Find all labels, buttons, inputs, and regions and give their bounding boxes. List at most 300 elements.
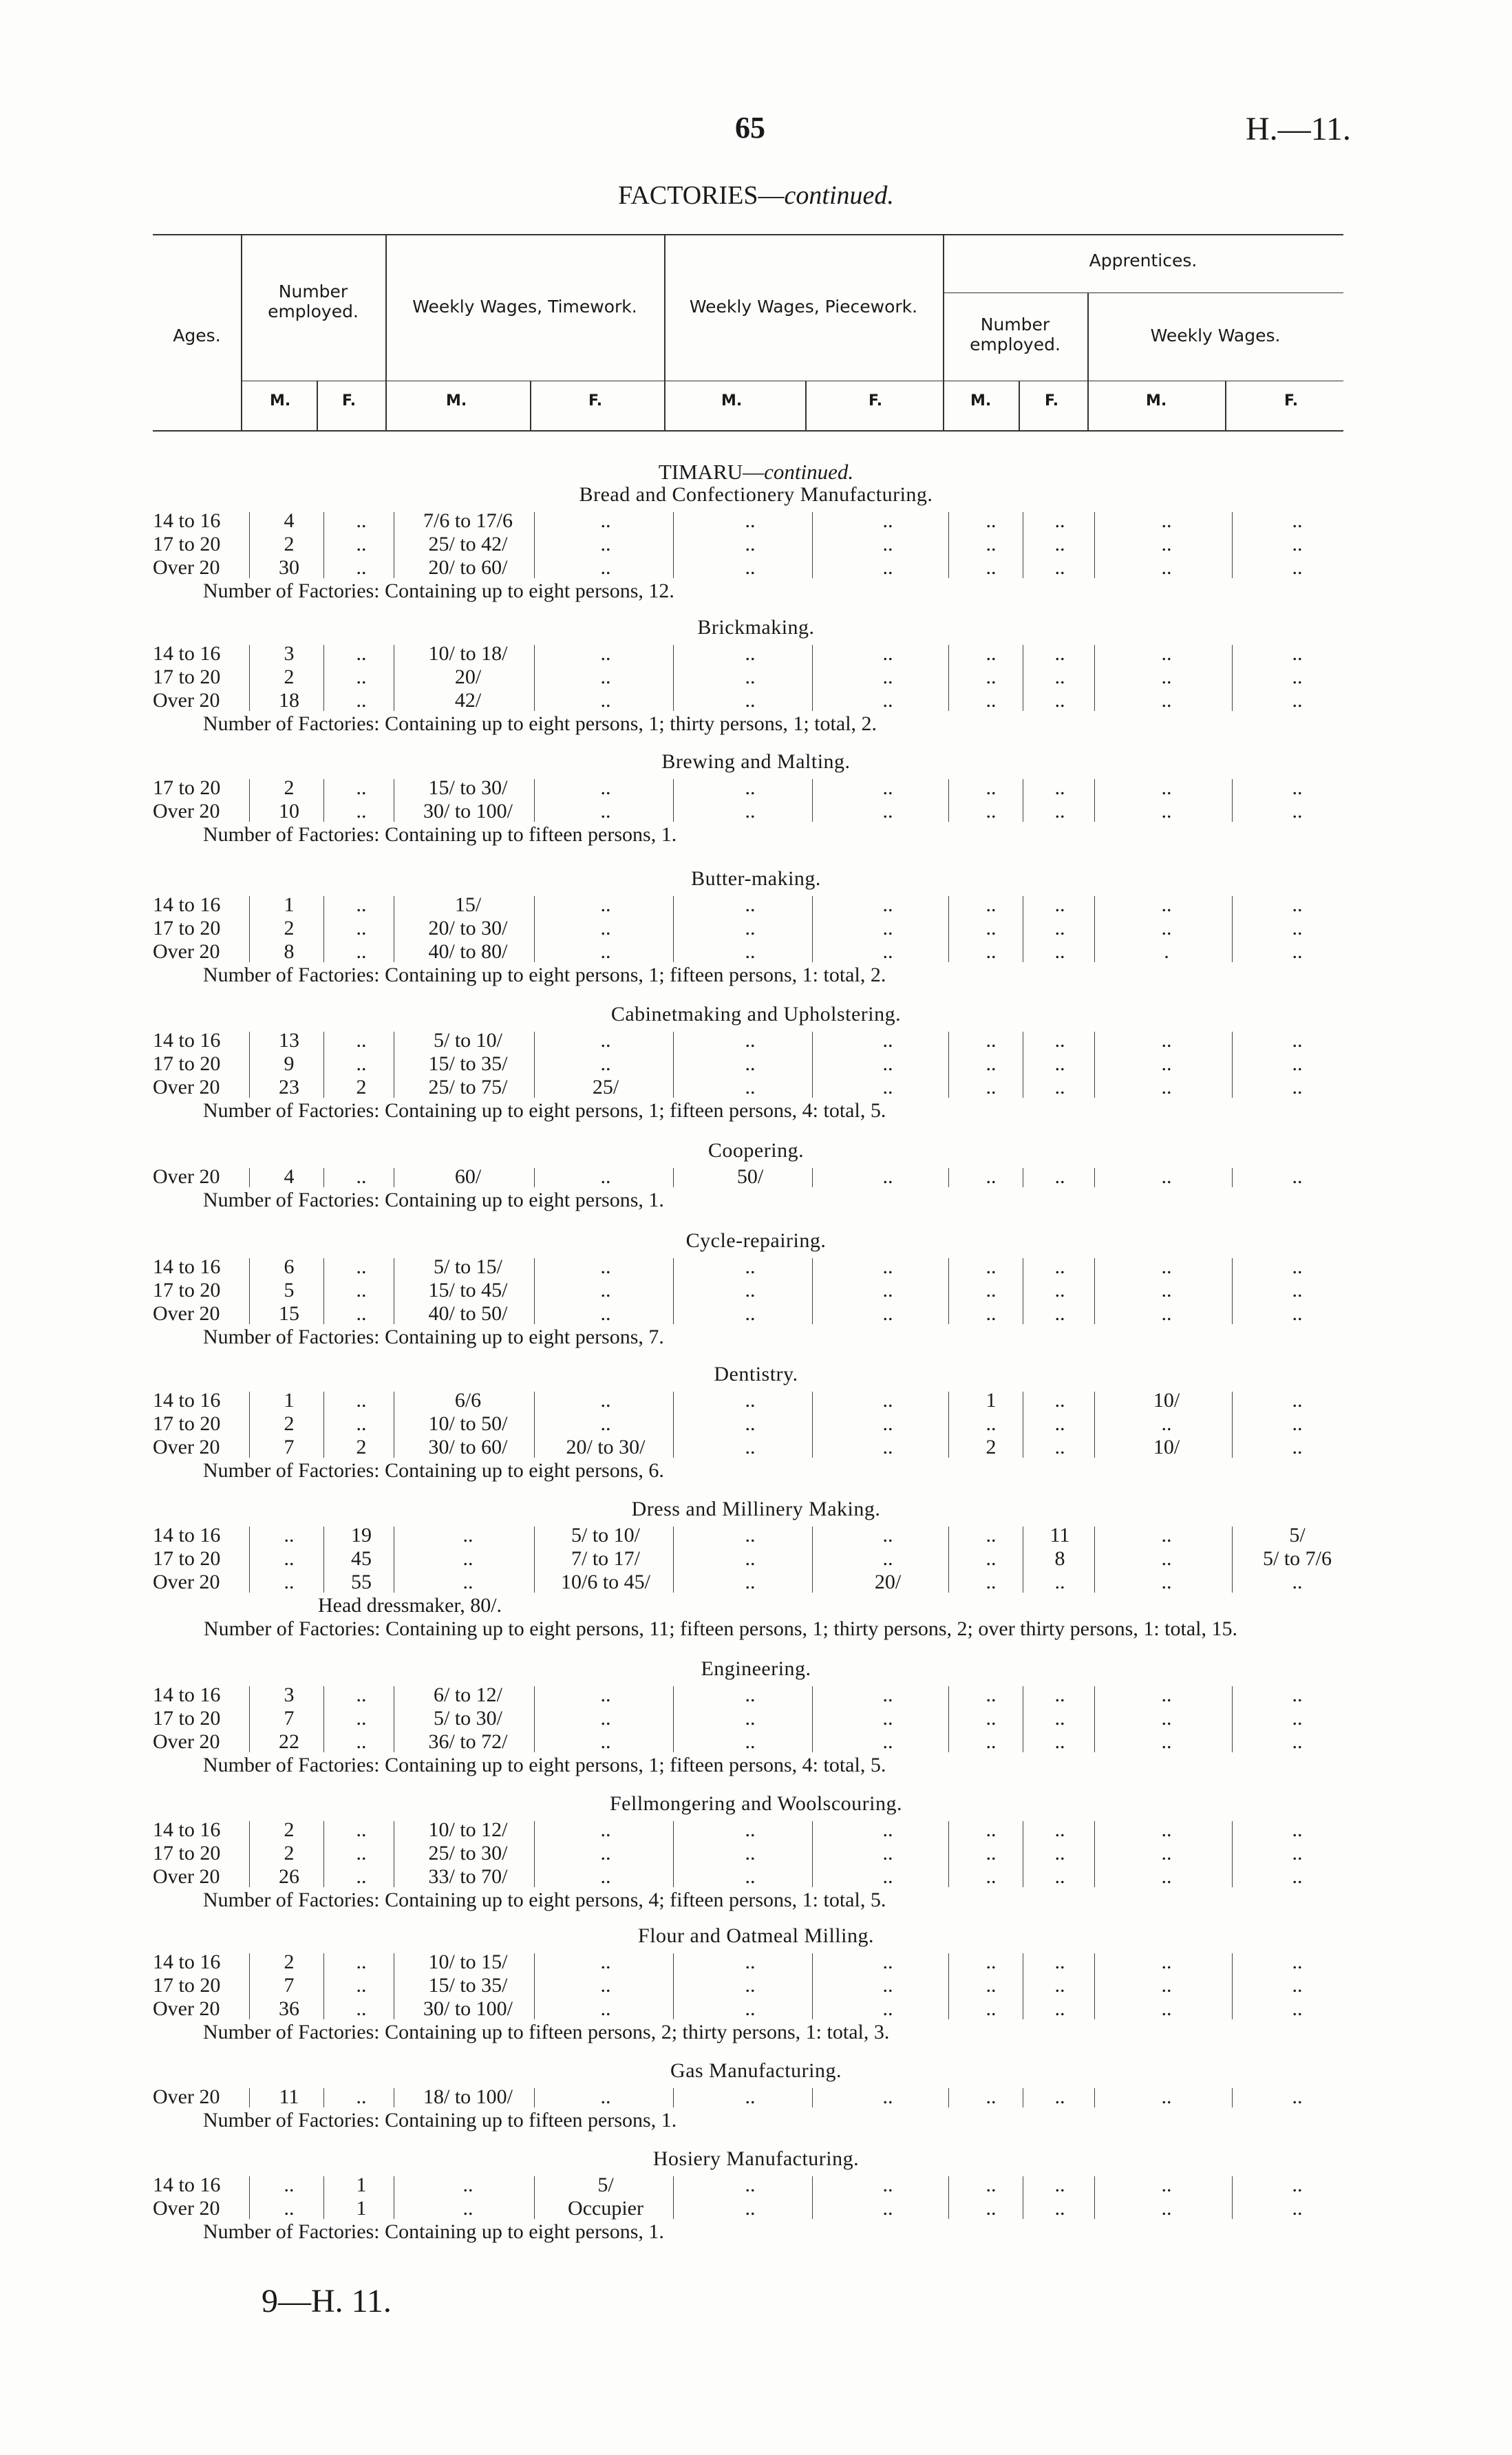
cell-f-apprentices: .. xyxy=(1054,533,1065,555)
cell-f-apprentices: .. xyxy=(1054,1683,1065,1706)
column-rule xyxy=(534,1686,535,1752)
cell-f-employed: .. xyxy=(356,1255,367,1278)
cell-f-apprentice-wages: .. xyxy=(1292,2197,1303,2220)
cell-m-piecework: .. xyxy=(745,1683,756,1706)
cell-m-apprentice-wages: .. xyxy=(1161,533,1172,555)
cell-age: 14 to 16 xyxy=(153,1255,221,1278)
cell-f-piecework: .. xyxy=(882,2174,893,2196)
cell-f-apprentices: .. xyxy=(1054,1707,1065,1730)
cell-m-employed: 1 xyxy=(284,1389,295,1412)
column-rule xyxy=(812,645,813,711)
cell-f-apprentices: .. xyxy=(1054,1029,1065,1052)
cell-age: 14 to 16 xyxy=(153,1029,221,1052)
cell-f-apprentices: .. xyxy=(1054,940,1065,963)
cell-f-apprentices: .. xyxy=(1054,776,1065,799)
header-divider xyxy=(1087,293,1089,430)
cell-f-employed: .. xyxy=(356,1842,367,1864)
column-rule xyxy=(1232,1527,1233,1593)
column-rule xyxy=(812,2088,813,2107)
cell-f-piecework: .. xyxy=(882,1389,893,1412)
cell-f-timework: .. xyxy=(600,1730,611,1753)
cell-m-timework: 6/ to 12/ xyxy=(433,1683,502,1706)
cell-m-apprentices: .. xyxy=(986,2174,997,2196)
column-rule xyxy=(673,779,674,822)
cell-m-employed: 6 xyxy=(284,1255,295,1278)
cell-f-employed: .. xyxy=(356,893,367,916)
header-divider xyxy=(1225,381,1226,430)
column-rule xyxy=(249,1258,250,1324)
cell-f-employed: .. xyxy=(356,1279,367,1301)
cell-age: 17 to 20 xyxy=(153,1412,221,1435)
section-title: Hosiery Manufacturing. xyxy=(652,2147,860,2170)
cell-f-employed: .. xyxy=(356,940,367,963)
cell-m-timework: 30/ to 100/ xyxy=(423,800,513,822)
cell-f-apprentice-wages: 5/ xyxy=(1289,1524,1306,1547)
factories-note: Number of Factories: Containing up to eight persons, 1. xyxy=(203,2220,664,2243)
cell-m-piecework: .. xyxy=(745,1818,756,1841)
column-rule xyxy=(1094,512,1095,578)
header-m: M. xyxy=(1146,392,1167,410)
cell-f-piecework: .. xyxy=(882,533,893,555)
cell-age: Over 20 xyxy=(153,556,220,579)
cell-m-apprentice-wages: .. xyxy=(1161,1730,1172,1753)
header-f: F. xyxy=(588,392,603,410)
cell-age: 17 to 20 xyxy=(153,1547,221,1570)
column-rule xyxy=(1232,1392,1233,1458)
cell-f-apprentices: .. xyxy=(1054,1951,1065,1973)
header-m: M. xyxy=(446,392,467,410)
column-rule xyxy=(948,512,949,578)
cell-f-apprentices: .. xyxy=(1054,1997,1065,2020)
cell-m-timework: 33/ to 70/ xyxy=(428,1865,508,1888)
column-rule xyxy=(948,2088,949,2107)
cell-f-employed: .. xyxy=(356,917,367,939)
cell-f-timework: .. xyxy=(600,776,611,799)
cell-m-apprentices: .. xyxy=(986,689,997,712)
cell-f-apprentice-wages: .. xyxy=(1292,940,1303,963)
cell-m-piecework: .. xyxy=(745,776,756,799)
cell-f-employed: 19 xyxy=(351,1524,372,1547)
cell-f-apprentice-wages: .. xyxy=(1292,1571,1303,1593)
column-rule xyxy=(812,1258,813,1324)
header-apprentices-wages: Weekly Wages. xyxy=(1150,326,1281,346)
cell-f-apprentices: .. xyxy=(1054,893,1065,916)
cell-f-apprentice-wages: .. xyxy=(1292,1412,1303,1435)
table-row xyxy=(0,1683,1512,1707)
report-id: H.—11. xyxy=(1246,111,1351,147)
footer-signature: 9—H. 11. xyxy=(262,2283,392,2319)
cell-f-timework: 5/ xyxy=(597,2174,614,2196)
cell-f-employed: .. xyxy=(356,689,367,712)
table-row xyxy=(0,1547,1512,1571)
cell-age: 14 to 16 xyxy=(153,2174,221,2196)
cell-f-timework: .. xyxy=(600,1052,611,1075)
cell-m-apprentice-wages: .. xyxy=(1161,917,1172,939)
cell-f-apprentices: .. xyxy=(1054,1302,1065,1325)
cell-m-employed: 10 xyxy=(279,800,299,822)
column-rule xyxy=(249,2176,250,2219)
cell-m-apprentice-wages: .. xyxy=(1161,1707,1172,1730)
cell-m-timework: 5/ to 15/ xyxy=(433,1255,502,1278)
cell-m-piecework: .. xyxy=(745,533,756,555)
section-title: Dentistry. xyxy=(714,1363,798,1385)
factories-note: Number of Factories: Containing up to eight persons, 7. xyxy=(203,1326,664,1348)
cell-f-employed: .. xyxy=(356,1951,367,1973)
cell-m-piecework: .. xyxy=(745,1524,756,1547)
cell-f-piecework: .. xyxy=(882,1076,893,1098)
cell-f-apprentices: .. xyxy=(1054,1052,1065,1075)
cell-m-apprentices: .. xyxy=(986,1683,997,1706)
column-rule xyxy=(673,1821,674,1887)
cell-f-apprentices: 11 xyxy=(1050,1524,1070,1547)
cell-m-employed: 9 xyxy=(284,1052,295,1075)
table-row xyxy=(0,1842,1512,1865)
cell-age: 14 to 16 xyxy=(153,1683,221,1706)
cell-f-apprentices: .. xyxy=(1054,1389,1065,1412)
cell-f-apprentice-wages: .. xyxy=(1292,1951,1303,1973)
column-rule xyxy=(1232,896,1233,962)
cell-m-employed: .. xyxy=(284,1571,295,1593)
column-rule xyxy=(1232,1168,1233,1187)
cell-m-apprentices: .. xyxy=(986,800,997,822)
cell-f-piecework: .. xyxy=(882,776,893,799)
table-row xyxy=(0,1997,1512,2021)
cell-m-apprentices: .. xyxy=(986,1974,997,1997)
cell-m-timework: 36/ to 72/ xyxy=(428,1730,508,1753)
header-divider xyxy=(805,381,807,430)
cell-age: Over 20 xyxy=(153,2085,220,2108)
cell-f-apprentice-wages: .. xyxy=(1292,1997,1303,2020)
column-rule xyxy=(534,2088,535,2107)
table-row xyxy=(0,1865,1512,1889)
cell-m-apprentices: .. xyxy=(986,1730,997,1753)
column-rule xyxy=(1094,1258,1095,1324)
cell-m-employed: 2 xyxy=(284,1842,295,1864)
cell-f-apprentices: .. xyxy=(1054,509,1065,532)
cell-age: Over 20 xyxy=(153,1165,220,1188)
cell-m-apprentices: .. xyxy=(986,1279,997,1301)
cell-m-timework: 10/ to 12/ xyxy=(428,1818,508,1841)
table-row xyxy=(0,556,1512,580)
cell-f-apprentices: .. xyxy=(1054,689,1065,712)
header-divider xyxy=(317,381,318,430)
cell-m-employed: .. xyxy=(284,1524,295,1547)
table-row xyxy=(0,1076,1512,1099)
cell-m-apprentice-wages: .. xyxy=(1161,1974,1172,1997)
column-rule xyxy=(534,1953,535,2019)
cell-f-employed: .. xyxy=(356,1165,367,1188)
cell-age: Over 20 xyxy=(153,940,220,963)
cell-f-employed: .. xyxy=(356,1997,367,2020)
cell-f-apprentice-wages: .. xyxy=(1292,1302,1303,1325)
cell-m-piecework: .. xyxy=(745,1997,756,2020)
cell-f-timework: 25/ xyxy=(592,1076,619,1098)
cell-m-apprentices: .. xyxy=(986,1302,997,1325)
cell-f-piecework: 20/ xyxy=(874,1571,902,1593)
column-rule xyxy=(249,1686,250,1752)
column-rule xyxy=(249,645,250,711)
cell-m-employed: 23 xyxy=(279,1076,299,1098)
cell-f-apprentice-wages: .. xyxy=(1292,642,1303,665)
cell-f-apprentices: .. xyxy=(1054,1865,1065,1888)
cell-m-employed: 13 xyxy=(279,1029,299,1052)
table-row xyxy=(0,2085,1512,2109)
cell-m-apprentice-wages: .. xyxy=(1161,509,1172,532)
cell-f-timework: .. xyxy=(600,1389,611,1412)
cell-age: Over 20 xyxy=(153,800,220,822)
table-row xyxy=(0,1436,1512,1459)
table-row xyxy=(0,1951,1512,1974)
cell-f-piecework: .. xyxy=(882,666,893,688)
cell-age: 14 to 16 xyxy=(153,893,221,916)
cell-m-apprentices: .. xyxy=(986,1076,997,1098)
page-number: 65 xyxy=(735,111,765,145)
column-rule xyxy=(323,645,324,711)
cell-age: Over 20 xyxy=(153,2197,220,2220)
cell-m-apprentices: 1 xyxy=(986,1389,997,1412)
cell-f-piecework: .. xyxy=(882,893,893,916)
cell-f-piecework: .. xyxy=(882,1730,893,1753)
cell-m-apprentice-wages: .. xyxy=(1161,800,1172,822)
cell-m-timework: 18/ to 100/ xyxy=(423,2085,513,2108)
cell-m-apprentice-wages: .. xyxy=(1161,1997,1172,2020)
cell-m-employed: 3 xyxy=(284,642,295,665)
table-row xyxy=(0,1974,1512,1997)
cell-f-employed: .. xyxy=(356,1818,367,1841)
cell-m-employed: .. xyxy=(284,1547,295,1570)
cell-f-piecework: .. xyxy=(882,1997,893,2020)
table-row xyxy=(0,1524,1512,1547)
cell-m-timework: 6/6 xyxy=(454,1389,482,1412)
cell-age: Over 20 xyxy=(153,1865,220,1888)
cell-f-employed: .. xyxy=(356,509,367,532)
cell-f-apprentice-wages: .. xyxy=(1292,776,1303,799)
table-row xyxy=(0,509,1512,533)
cell-m-apprentice-wages: 10/ xyxy=(1153,1389,1180,1412)
column-rule xyxy=(812,2176,813,2219)
column-rule xyxy=(249,896,250,962)
header-divider xyxy=(530,381,531,430)
cell-f-apprentice-wages: .. xyxy=(1292,2174,1303,2196)
cell-f-employed: .. xyxy=(356,1683,367,1706)
cell-m-employed: 2 xyxy=(284,1412,295,1435)
cell-f-employed: .. xyxy=(356,1029,367,1052)
cell-f-piecework: .. xyxy=(882,800,893,822)
table-row xyxy=(0,893,1512,917)
cell-m-apprentices: 2 xyxy=(986,1436,997,1458)
cell-m-employed: 7 xyxy=(284,1436,295,1458)
cell-age: Over 20 xyxy=(153,1436,220,1458)
cell-m-timework: .. xyxy=(462,1547,473,1570)
cell-m-apprentices: .. xyxy=(986,1029,997,1052)
cell-m-apprentice-wages: .. xyxy=(1161,1865,1172,1888)
cell-m-apprentices: .. xyxy=(986,556,997,579)
column-rule xyxy=(249,1168,250,1187)
cell-f-apprentices: .. xyxy=(1054,642,1065,665)
factories-note: Number of Factories: Containing up to fifteen persons, 1. xyxy=(203,2109,677,2132)
column-rule xyxy=(1094,1527,1095,1593)
cell-f-piecework: .. xyxy=(882,1052,893,1075)
cell-f-piecework: .. xyxy=(882,689,893,712)
cell-age: 17 to 20 xyxy=(153,1052,221,1075)
table-row xyxy=(0,1255,1512,1279)
column-rule xyxy=(673,1168,674,1187)
cell-m-apprentices: .. xyxy=(986,1524,997,1547)
cell-f-timework: .. xyxy=(600,642,611,665)
column-rule xyxy=(812,1527,813,1593)
column-rule xyxy=(323,1032,324,1098)
cell-m-apprentices: .. xyxy=(986,1818,997,1841)
column-rule xyxy=(948,2176,949,2219)
cell-age: 14 to 16 xyxy=(153,1818,221,1841)
column-rule xyxy=(534,2176,535,2219)
cell-f-timework: .. xyxy=(600,1974,611,1997)
cell-m-apprentices: .. xyxy=(986,642,997,665)
cell-m-timework: 40/ to 50/ xyxy=(428,1302,508,1325)
cell-f-timework: .. xyxy=(600,1029,611,1052)
column-rule xyxy=(948,1527,949,1593)
cell-m-apprentice-wages: .. xyxy=(1161,2174,1172,2196)
cell-f-employed: 55 xyxy=(351,1571,372,1593)
factories-note: Number of Factories: Containing up to eight persons, 1. xyxy=(203,1189,664,1211)
column-rule xyxy=(1232,2088,1233,2107)
cell-m-apprentice-wages: .. xyxy=(1161,1547,1172,1570)
section-title: Cycle-repairing. xyxy=(685,1229,827,1252)
cell-f-timework: .. xyxy=(600,1412,611,1435)
cell-m-apprentice-wages: .. xyxy=(1161,1302,1172,1325)
column-rule xyxy=(673,2088,674,2107)
cell-age: 17 to 20 xyxy=(153,1974,221,1997)
cell-f-apprentices: .. xyxy=(1054,666,1065,688)
header-divider xyxy=(241,234,242,430)
cell-f-employed: .. xyxy=(356,666,367,688)
table-row xyxy=(0,2197,1512,2220)
cell-age: 14 to 16 xyxy=(153,1524,221,1547)
cell-f-timework: .. xyxy=(600,1683,611,1706)
cell-f-employed: .. xyxy=(356,1707,367,1730)
cell-age: Over 20 xyxy=(153,1997,220,2020)
cell-f-apprentice-wages: .. xyxy=(1292,533,1303,555)
cell-m-apprentice-wages: .. xyxy=(1161,1029,1172,1052)
cell-m-piecework: .. xyxy=(745,689,756,712)
column-rule xyxy=(323,779,324,822)
cell-age: 17 to 20 xyxy=(153,776,221,799)
cell-f-apprentices: .. xyxy=(1054,1974,1065,1997)
cell-m-apprentices: .. xyxy=(986,1165,997,1188)
cell-f-piecework: .. xyxy=(882,917,893,939)
column-rule xyxy=(948,1686,949,1752)
cell-m-timework: 15/ to 45/ xyxy=(428,1279,508,1301)
cell-m-piecework: .. xyxy=(745,1547,756,1570)
column-rule xyxy=(948,645,949,711)
cell-f-timework: .. xyxy=(600,917,611,939)
cell-m-piecework: .. xyxy=(745,1052,756,1075)
cell-f-timework: .. xyxy=(600,556,611,579)
cell-f-employed: 45 xyxy=(351,1547,372,1570)
cell-m-timework: 20/ xyxy=(454,666,482,688)
header-m: M. xyxy=(970,392,992,410)
cell-f-timework: 10/6 to 45/ xyxy=(560,1571,650,1593)
cell-f-piecework: .. xyxy=(882,1255,893,1278)
column-rule xyxy=(673,2176,674,2219)
cell-f-apprentice-wages: .. xyxy=(1292,1052,1303,1075)
cell-f-timework: .. xyxy=(600,1165,611,1188)
cell-m-employed: 15 xyxy=(279,1302,299,1325)
cell-m-apprentices: .. xyxy=(986,1951,997,1973)
cell-f-timework: .. xyxy=(600,1279,611,1301)
cell-f-employed: 2 xyxy=(356,1436,367,1458)
column-rule xyxy=(323,2088,324,2107)
cell-m-piecework: .. xyxy=(745,1389,756,1412)
column-rule xyxy=(948,1953,949,2019)
column-rule xyxy=(323,1392,324,1458)
column-rule xyxy=(323,1953,324,2019)
cell-f-apprentice-wages: .. xyxy=(1292,1029,1303,1052)
table-row xyxy=(0,1052,1512,1076)
cell-f-apprentice-wages: .. xyxy=(1292,1165,1303,1188)
table-row xyxy=(0,666,1512,689)
column-rule xyxy=(249,512,250,578)
factories-note: Number of Factories: Containing up to eight persons, 1; fifteen persons, 4: total, 5. xyxy=(203,1754,886,1776)
section-extra-note: Head dressmaker, 80/. xyxy=(318,1594,502,1617)
factories-note: Number of Factories: Containing up to eight persons, 1; thirty persons, 1; total, 2. xyxy=(203,712,877,735)
column-rule xyxy=(323,1527,324,1593)
cell-m-piecework: .. xyxy=(745,1302,756,1325)
cell-f-apprentice-wages: .. xyxy=(1292,917,1303,939)
column-rule xyxy=(673,512,674,578)
column-rule xyxy=(948,1168,949,1187)
table-row xyxy=(0,533,1512,556)
cell-f-apprentice-wages: .. xyxy=(1292,1389,1303,1412)
factories-note: Number of Factories: Containing up to eight persons, 4; fifteen persons, 1: total, 5. xyxy=(203,1889,886,1911)
cell-f-apprentices: .. xyxy=(1054,1818,1065,1841)
table-row xyxy=(0,1279,1512,1302)
header-f: F. xyxy=(1045,392,1059,410)
cell-m-piecework: .. xyxy=(745,2197,756,2220)
cell-f-apprentices: .. xyxy=(1054,1279,1065,1301)
cell-f-apprentices: .. xyxy=(1054,2174,1065,2196)
cell-f-timework: .. xyxy=(600,1818,611,1841)
column-rule xyxy=(1232,1821,1233,1887)
cell-m-apprentices: .. xyxy=(986,776,997,799)
header-apprentices: Apprentices. xyxy=(1089,251,1197,270)
cell-m-piecework: .. xyxy=(745,1707,756,1730)
cell-age: Over 20 xyxy=(153,689,220,712)
column-rule xyxy=(534,512,535,578)
header-number-employed: Number employed. xyxy=(268,281,359,321)
cell-f-piecework: .. xyxy=(882,2085,893,2108)
cell-m-piecework: .. xyxy=(745,556,756,579)
column-rule xyxy=(673,1686,674,1752)
cell-m-timework: 15/ xyxy=(454,893,482,916)
table-row xyxy=(0,1818,1512,1842)
cell-m-apprentice-wages: 10/ xyxy=(1153,1436,1180,1458)
table-row xyxy=(0,1707,1512,1730)
factories-note: Number of Factories: Containing up to eight persons, 6. xyxy=(203,1459,664,1482)
column-rule xyxy=(812,512,813,578)
cell-f-apprentice-wages: .. xyxy=(1292,1436,1303,1458)
column-rule xyxy=(1232,1032,1233,1098)
cell-m-employed: 30 xyxy=(279,556,299,579)
header-weekly-wages-piecework: Weekly Wages, Piecework. xyxy=(689,297,918,317)
table-row xyxy=(0,2174,1512,2197)
column-rule xyxy=(673,1032,674,1098)
cell-f-piecework: .. xyxy=(882,1707,893,1730)
cell-age: 14 to 16 xyxy=(153,1389,221,1412)
cell-m-timework: .. xyxy=(462,2174,473,2196)
cell-m-piecework: 50/ xyxy=(736,1165,764,1188)
cell-m-apprentices: .. xyxy=(986,1412,997,1435)
